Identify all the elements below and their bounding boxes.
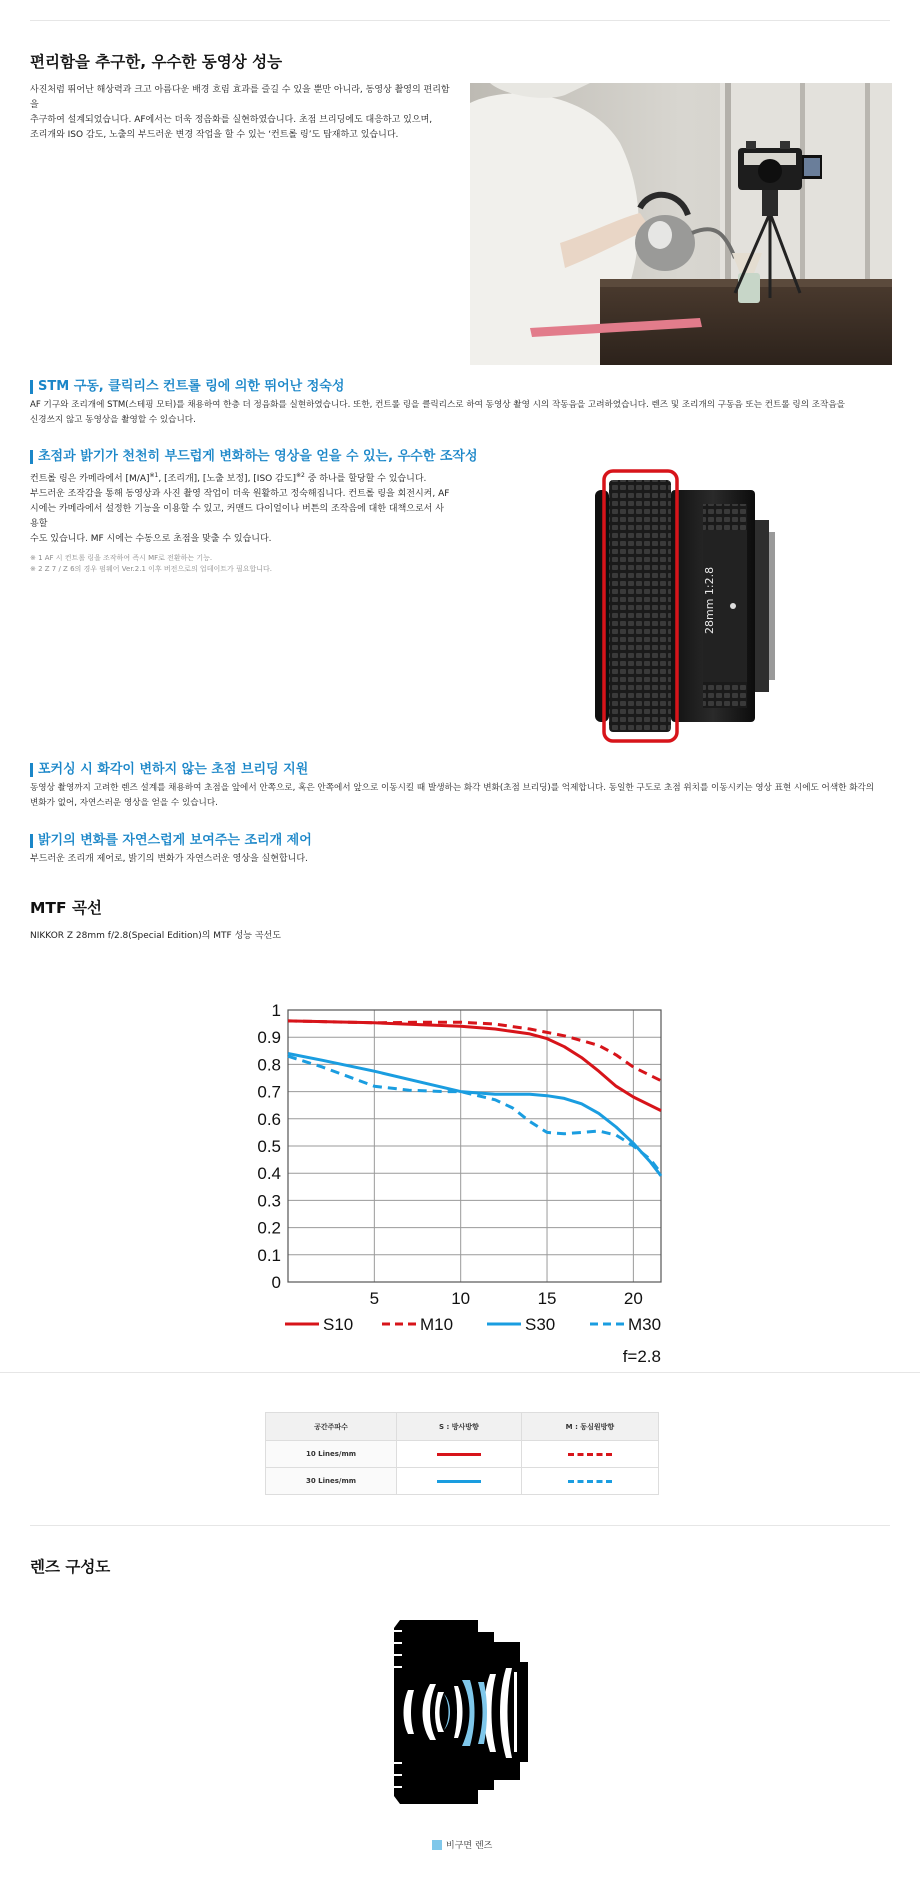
dashed-line-swatch — [521, 1468, 658, 1495]
lens-product-image — [595, 468, 775, 744]
table-header-row — [266, 1413, 659, 1441]
series-line-m30 — [288, 1056, 661, 1173]
lens-barrel-label: 28mm 1:2.8 — [703, 566, 716, 634]
table-row — [266, 1468, 659, 1495]
x-tick-label: 5 — [369, 1289, 380, 1308]
intro-line: 추구하여 설계되었습니다. AF에서는 더욱 정음화를 실현하였습니다. 초점 브리딩에도 대응하고 있으며, — [30, 115, 433, 125]
y-tick-label: 0.8 — [257, 1055, 281, 1075]
section-divider — [30, 1525, 890, 1526]
table-header: 공간주파수 — [266, 1413, 397, 1441]
breathing-line: 변화가 없어, 자연스러운 영상을 얻을 수 있습니다. — [30, 798, 218, 808]
control-line: 시에는 카메라에서 설정한 기능을 이용할 수 있고, 커맨드 다이얼이나 버튼의 조작음에 대한 대책으로서 사용할 — [30, 504, 444, 529]
footnote: ※ 2 Z 7 / Z 6의 경우 펌웨어 Ver.2.1 이후 버전으로의 업데이트가 필요합니다. — [30, 565, 272, 573]
y-tick-label: 1 — [271, 1001, 281, 1020]
control-line1-post: 중 하나를 할당할 수 있습니다. — [304, 474, 427, 484]
footnote-ref-2: ※2 — [296, 472, 305, 479]
table-header: S : 방사방향 — [397, 1413, 522, 1441]
legend-label: S10 — [323, 1315, 354, 1334]
stm-line: AF 기구와 조리개에 STM(스테핑 모터)를 채용하여 한층 더 정음화를 실현하였습니다. 또한, 컨트롤 링을 클릭리스로 하여 동영상 촬영 시의 작동음을 고려하였습니다. 렌즈 및 조리개의 구동음 또는 컨트롤 링의 조작음을 — [30, 400, 845, 410]
footnote-ref-1: ※1 — [149, 472, 159, 479]
control-line1-mid: , [조리개], [노출 보정], [ISO 감도] — [158, 474, 297, 484]
dashed-line-swatch — [521, 1441, 658, 1468]
intro-title: 편리함을 추구한, 우수한 동영상 성능 — [30, 53, 283, 71]
chart-annotation: f=2.8 — [622, 1347, 661, 1366]
legend-label: M30 — [628, 1315, 662, 1334]
control-line: 수도 있습니다. MF 시에는 수동으로 초점을 맞출 수 있습니다. — [30, 534, 272, 544]
y-tick-label: 0.1 — [257, 1245, 281, 1265]
series-line-s30 — [288, 1054, 661, 1176]
stm-title: STM 구동, 클릭리스 컨트롤 링에 의한 뛰어난 정숙성 — [30, 380, 344, 394]
y-tick-label: 0.2 — [257, 1218, 281, 1238]
y-tick-label: 0.6 — [257, 1109, 281, 1129]
legend-label: S30 — [525, 1315, 556, 1334]
y-tick-label: 0.5 — [257, 1137, 281, 1156]
stm-text — [30, 398, 890, 428]
y-tick-label: 0 — [271, 1273, 281, 1292]
mtf-subtitle: NIKKOR Z 28mm f/2.8(Special Edition)의 MTF 성능 곡선도 — [30, 931, 281, 941]
construction-legend-label: 비구면 렌즈 — [446, 1841, 493, 1851]
solid-line-swatch — [397, 1468, 522, 1495]
y-tick-label: 0.3 — [257, 1191, 281, 1211]
intro-line: 사진처럼 뛰어난 해상력과 크고 아름다운 배경 흐림 효과를 즐길 수 있을 뿐만 아니라, 동영상 촬영의 편리함을 — [30, 85, 450, 110]
blue-solid-line — [437, 1480, 481, 1483]
x-tick-label: 20 — [623, 1289, 643, 1308]
red-dashed-line — [568, 1453, 612, 1456]
aspherical-swatch — [432, 1840, 442, 1850]
mtf-chart — [250, 990, 670, 1368]
control-line — [30, 468, 450, 487]
lens-illustration — [595, 468, 775, 744]
control-line1-pre: 컨트롤 링은 카메라에서 [M/A] — [30, 474, 150, 484]
breathing-text — [30, 781, 890, 811]
top-divider — [30, 20, 890, 21]
y-tick-label: 0.7 — [257, 1082, 281, 1102]
solid-line-swatch — [397, 1441, 522, 1468]
legend-label: M10 — [420, 1315, 454, 1334]
aperture-line: 부드러운 조리개 제어로, 밝기의 변화가 자연스러운 영상을 실현합니다. — [30, 854, 308, 864]
aperture-title: 밝기의 변화를 자연스럽게 보여주는 조리개 제어 — [30, 834, 312, 848]
blue-dashed-line — [568, 1480, 612, 1483]
stm-line: 신경쓰지 않고 동영상을 촬영할 수 있습니다. — [30, 415, 196, 425]
footnote: ※ 1 AF 시 컨트롤 링을 조작하여 즉시 MF로 전환하는 기능. — [30, 554, 213, 562]
lens-cross-section — [394, 1612, 528, 1810]
intro-line: 조리개와 ISO 감도, 노출의 부드러운 변경 작업을 할 수 있는 ‘컨트롤 링’도 탑재하고 있습니다. — [30, 130, 399, 140]
control-text — [30, 468, 450, 575]
mtf-legend-table — [265, 1412, 659, 1495]
table-row-label: 30 Lines/mm — [266, 1468, 397, 1495]
construction-legend — [432, 1838, 492, 1851]
series-line-m10 — [288, 1021, 661, 1081]
lens-construction-diagram — [394, 1612, 528, 1810]
photo-illustration — [470, 83, 892, 365]
mtf-title: MTF 곡선 — [30, 899, 102, 917]
breathing-line: 동영상 촬영까지 고려한 렌즈 설계를 채용하여 초점을 앞에서 안쪽으로, 혹은 안쪽에서 앞으로 이동시킬 때 발생하는 화각 변화(초점 브리딩)를 억제합니다. 동일한 구도로 초점 위치를 이동시키는 영상 표현 시에도 어색한 화각의 — [30, 783, 875, 793]
table-header: M : 동심원방향 — [521, 1413, 658, 1441]
table-row-label: 10 Lines/mm — [266, 1441, 397, 1468]
y-tick-label: 0.4 — [257, 1164, 281, 1184]
construction-title: 렌즈 구성도 — [30, 1558, 111, 1576]
breathing-title: 포커싱 시 화각이 변하지 않는 초점 브리딩 지원 — [30, 763, 308, 777]
product-photo — [470, 83, 892, 365]
x-tick-label: 15 — [537, 1289, 557, 1308]
section-divider — [0, 1372, 920, 1373]
red-solid-line — [437, 1453, 481, 1456]
control-title: 초점과 밝기가 천천히 부드럽게 변화하는 영상을 얻을 수 있는, 우수한 조작성 — [30, 450, 478, 464]
intro-text — [30, 83, 450, 143]
control-line: 부드러운 조작감을 통해 동영상과 사진 촬영 작업이 더욱 원활하고 정숙해집니다. 컨트롤 링을 회전시켜, AF — [30, 489, 450, 499]
y-tick-label: 0.9 — [257, 1028, 281, 1048]
x-tick-label: 10 — [451, 1289, 471, 1308]
table-row — [266, 1441, 659, 1468]
